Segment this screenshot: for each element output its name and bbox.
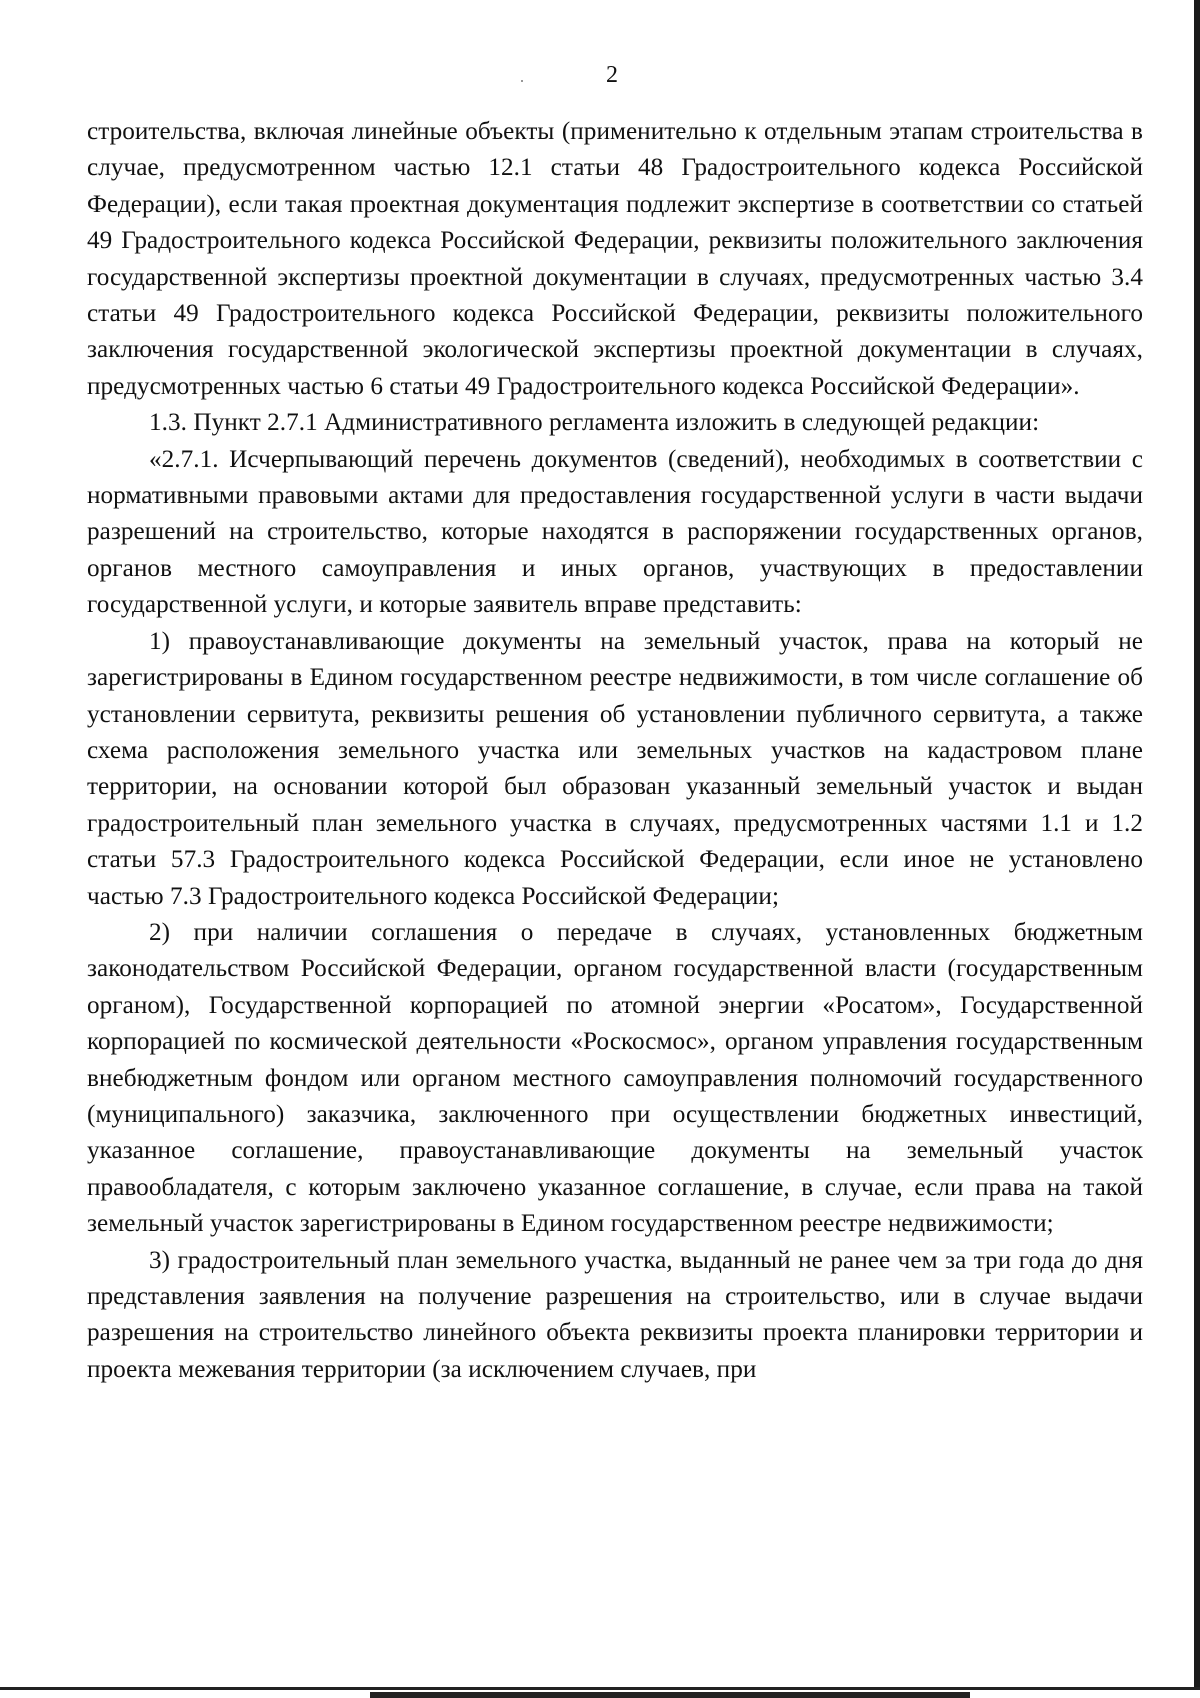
paragraph-subitem-1: 1) правоустанавливающие документы на земельный участок, права на который не зарегистрированы в Едином государственном реестре недвижимости, в том числе соглашение об установлении сервитута, реквизиты решения об установлении публичного сервитута, а также схема расположения земельного участка или земельных участков на кадастровом плане территории, на основании которой был образован указанный земельный участок и выдан градостроительный план земельного участка в случаях, предусмотренных частями 1.1 и 1.2 статьи 57.3 Градостроительного кодекса Российской Федерации, если иное не установлено частью 7.3 Градостроительного кодекса Российской Федерации;	[87, 627, 1143, 910]
paragraph-subitem-2: 2) при наличии соглашения о передаче в случаях, установленных бюджетным законодательством Российской Федерации, органом государственной власти (государственным органом), Государственной корпорацией по атомной энергии «Росатом», Государственной корпорацией по космической деятельности «Роскосмос», органом управления государственным внебюджетным фондом или органом местного самоуправления полномочий государственного (муниципального) заказчика, заключенного при осуществлении бюджетных инвестиций, указанное соглашение, правоустанавливающие документы на земельный участок правообладателя, с которым заключено указанное соглашение, в случае, если права на такой земельный участок зарегистрированы в Едином государственном реестре недвижимости;	[87, 918, 1143, 1238]
scan-border-right	[1194, 0, 1200, 1698]
paragraph-item-1-3: 1.3. Пункт 2.7.1 Административного регламента изложить в следующей редакции:	[149, 409, 1040, 437]
document-body	[87, 114, 1143, 1388]
paragraph-continuation: строительства, включая линейные объекты (применительно к отдельным этапам строительства в случае, предусмотренном частью 12.1 статьи 48 Градостроительного кодекса Российской Федерации), если такая проектная документация подлежит экспертизе в соответствии со статьей 49 Градостроительного кодекса Российской Федерации, реквизиты положительного заключения государственной экспертизы проектной документации в случаях, предусмотренных частью 3.4 статьи 49 Градостроительного кодекса Российской Федерации, реквизиты положительного заключения государственной экологической экспертизы проектной документации в случаях, предусмотренных частью 6 статьи 49 Градостроительного кодекса Российской Федерации».	[87, 118, 1143, 400]
paragraph-item-2-7-1: «2.7.1. Исчерпывающий перечень документов (сведений), необходимых в соответствии с нормативными правовыми актами для предоставления государственной услуги в части выдачи разрешений на строительство, которые находятся в распоряжении государственных органов, органов местного самоуправления и иных органов, участвующих в предоставлении государственной услуги, и которые заявитель вправе представить:	[87, 445, 1143, 619]
scan-speck	[521, 80, 523, 82]
scan-line	[370, 1692, 970, 1698]
paragraph-subitem-3: 3) градостроительный план земельного участка, выданный не ранее чем за три года до дня представления заявления на получение разрешения на строительство, или в случае выдачи разрешения на строительство линейного объекта реквизиты проекта планировки территории и проекта межевания территории (за исключением случаев, при	[87, 1246, 1143, 1383]
page-number: 2	[606, 62, 618, 88]
scan-border-bottom	[0, 1688, 1200, 1698]
scan-line	[0, 1687, 1200, 1690]
